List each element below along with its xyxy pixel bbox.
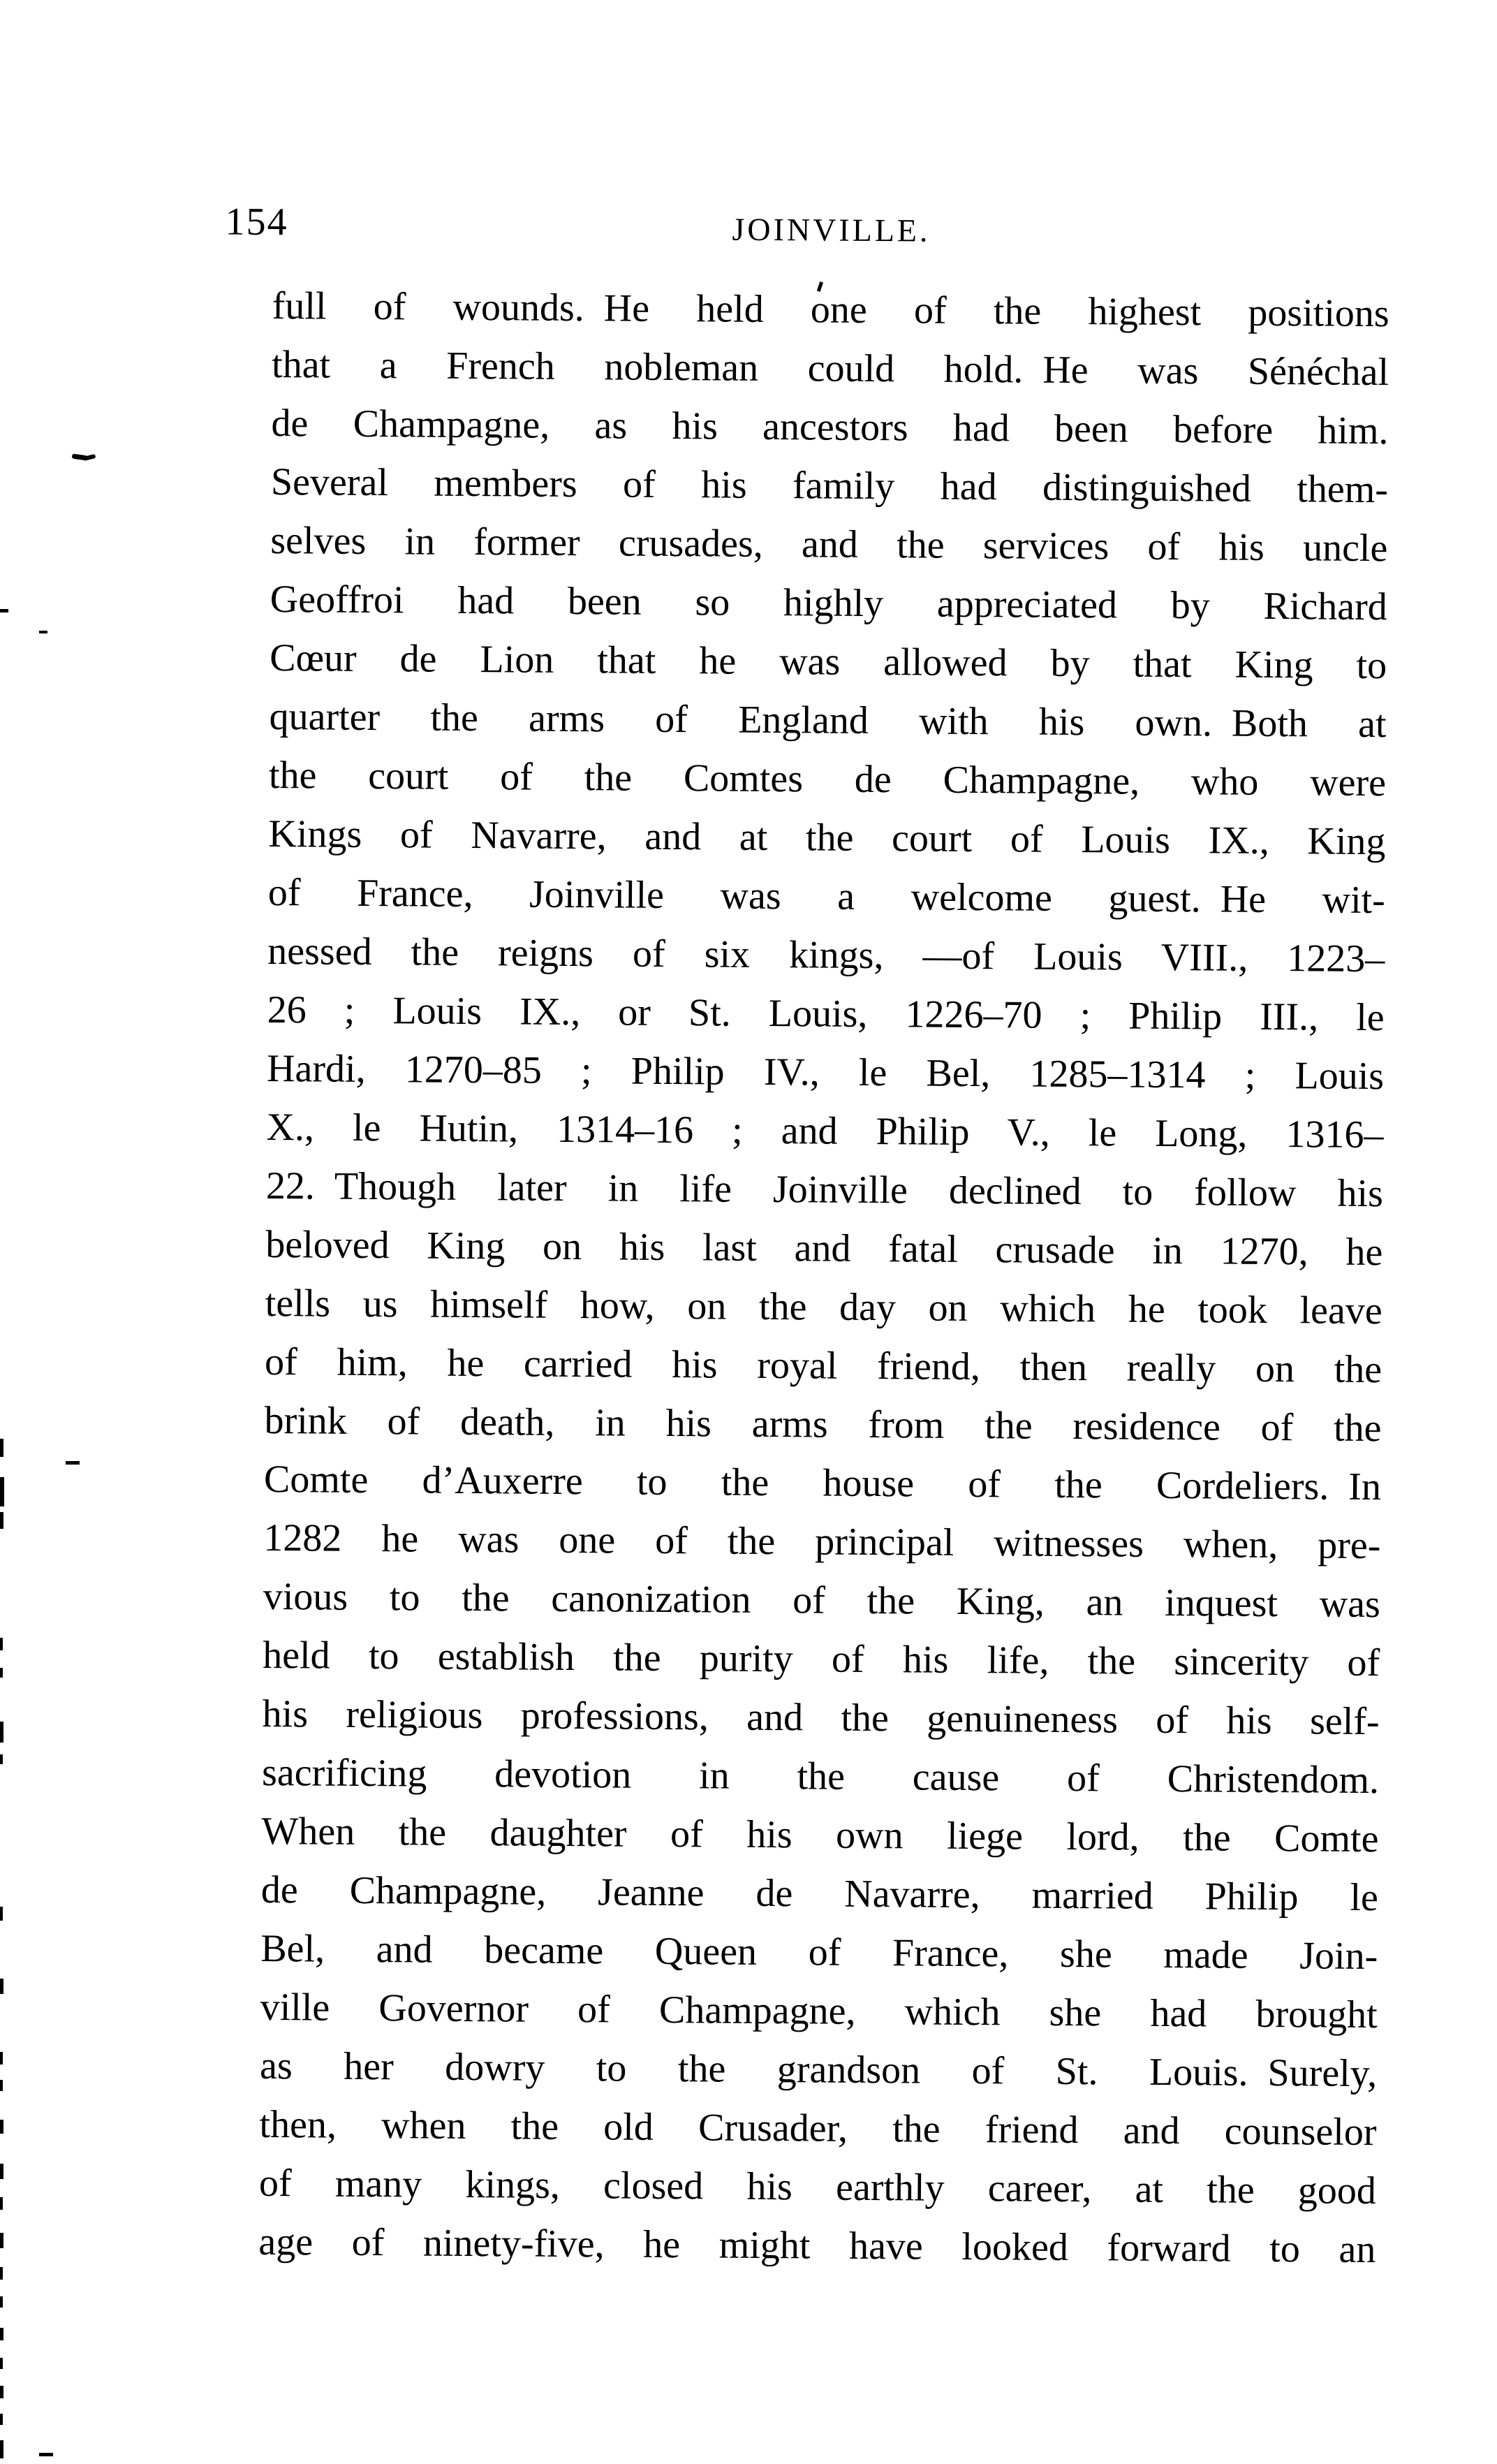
text-line: vious to the canonization of the King, an inquest was [263, 1574, 1381, 1627]
page-number: 154 [225, 200, 288, 244]
text-line: 26 ; Louis IX., or St. Louis, 1226–70 ; Philip III., le [267, 988, 1385, 1040]
text-line: of many kings, closed his earthly career, at the good [258, 2161, 1377, 2213]
scan-artifact [72, 451, 101, 462]
text-line: full of wounds. He held one of the highest positions [272, 284, 1389, 336]
text-line: sacrificing devotion in the cause of Christendom. [261, 1750, 1380, 1803]
text-line: selves in former crusades, and the services of his uncle [270, 518, 1388, 571]
text-line: brink of death, in his arms from the residence of the [264, 1398, 1382, 1451]
text-line: Kings of Navarre, and at the court of Louis IX., King [268, 812, 1386, 864]
text-line: quarter the arms of England with his own. Both at [269, 694, 1387, 747]
text-line: of France, Joinville was a welcome guest. He wit- [267, 870, 1386, 923]
text-line: nessed the reigns of six kings, —of Louis VIII., 1223– [267, 929, 1385, 981]
text-line: the court of the Comtes de Champagne, who were [268, 753, 1387, 805]
text-line: de Champagne, as his ancestors had been before him. [271, 401, 1389, 453]
text-line: de Champagne, Jeanne de Navarre, married Philip le [260, 1868, 1379, 1920]
text-line: X., le Hutin, 1314–16 ; and Philip V., le Long, 1316– [266, 1105, 1384, 1157]
text-line: Comte d’Auxerre to the house of the Cordeliers. In [263, 1457, 1382, 1509]
text-line: age of ninety-five, he might have looked forward to an [258, 2220, 1376, 2272]
text-line: tells us himself how, on the day on which he took leave [265, 1281, 1382, 1333]
text-line: Cœur de Lion that he was allowed by that King to [269, 636, 1387, 688]
text-line: 1282 he was one of the principal witnesses when, pre- [263, 1516, 1381, 1568]
text-line: Hardi, 1270–85 ; Philip IV., le Bel, 1285–1314 ; Louis [266, 1046, 1385, 1099]
running-header: JOINVILLE. [732, 211, 931, 249]
text-line: that a French nobleman could hold. He was Sénéchal [271, 342, 1389, 395]
text-line: Bel, and became Queen of France, she made Join- [260, 1926, 1378, 1979]
text-line: 22. Though later in life Joinville declined to follow his [265, 1164, 1384, 1216]
text-line: then, when the old Crusader, the friend and counselor [259, 2102, 1377, 2155]
body-text [258, 277, 1389, 2279]
text-line: as her dowry to the grandson of St. Louis. Surely, [259, 2044, 1378, 2096]
text-line: Geoffroi had been so highly appreciated by Richard [270, 577, 1387, 629]
text-line: ville Governor of Champagne, which she had brought [260, 1985, 1378, 2037]
text-line: When the daughter of his own liege lord, the Comte [261, 1809, 1379, 1861]
text-line: Several members of his family had distinguished them- [270, 460, 1389, 512]
text-line: held to establish the purity of his life, the sincerity of [263, 1633, 1380, 1685]
text-line: of him, he carried his royal friend, then really on the [264, 1340, 1382, 1392]
text-line: beloved King on his last and fatal crusade in 1270, he [265, 1222, 1383, 1275]
text-line: his religious professions, and the genuineness of his self- [262, 1692, 1380, 1744]
